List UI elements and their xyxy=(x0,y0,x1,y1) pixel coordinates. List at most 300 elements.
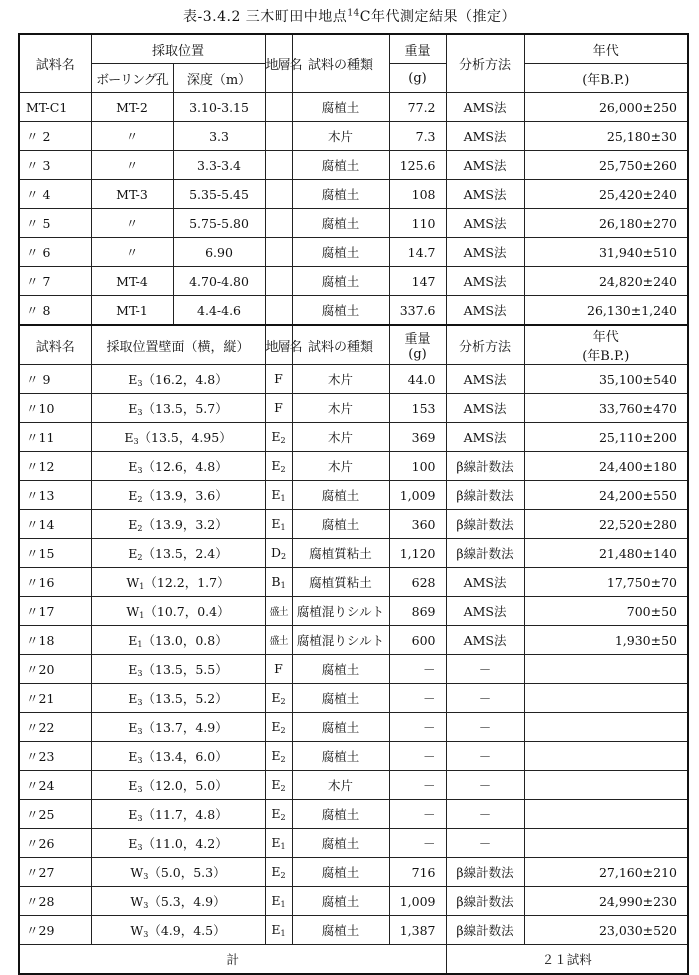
header-strata: 地層名 xyxy=(265,34,292,93)
strata-subscript: 1 xyxy=(280,900,286,909)
age-cell xyxy=(524,742,688,771)
wall-coordinates: （11.0，4.2） xyxy=(142,836,228,851)
strata-code: E xyxy=(271,806,281,821)
wall-code: E xyxy=(124,430,134,445)
table-row xyxy=(19,423,688,452)
type-cell: 木片 xyxy=(292,365,389,394)
sample-name-cell: 〃 7 xyxy=(19,267,91,296)
strata-cell xyxy=(265,887,292,916)
wall-coordinates: （13.0，0.8） xyxy=(142,633,228,648)
strata-cell xyxy=(265,296,292,326)
table-title: 表-3.4.2 三木町田中地点$^{14}$C年代測定結果（推定） xyxy=(183,8,516,25)
results-table xyxy=(18,33,689,975)
sample-name-cell: 〃15 xyxy=(19,539,91,568)
age-cell: 31,940±510 xyxy=(524,238,688,267)
wall-coordinates: （13.4，6.0） xyxy=(142,749,228,764)
type-cell: 腐植土 xyxy=(292,481,389,510)
strata-code: 盛土 xyxy=(269,636,288,647)
wall-coordinates: （13.5，5.7） xyxy=(142,401,228,416)
sample-name-cell: 〃 5 xyxy=(19,209,91,238)
strata-code: E xyxy=(271,893,281,908)
type-cell: 腐植土 xyxy=(292,267,389,296)
wall-code: E xyxy=(128,720,138,735)
wall-subscript: 1 xyxy=(139,582,145,591)
wall-location-cell xyxy=(91,655,265,684)
weight-cell: 1,009 xyxy=(389,887,446,916)
wall-subscript: 3 xyxy=(137,379,143,388)
wall-coordinates: （4.9，4.5） xyxy=(148,923,226,938)
strata-code: E xyxy=(271,487,281,502)
age-cell: 35,100±540 xyxy=(524,365,688,394)
header-type: 試料の種類 xyxy=(292,325,389,365)
method-cell: AMS法 xyxy=(446,423,524,452)
table-row xyxy=(19,481,688,510)
method-cell: － xyxy=(446,713,524,742)
sample-name-cell: 〃10 xyxy=(19,394,91,423)
total-value: ２１試料 xyxy=(446,945,688,975)
type-cell: 腐植混りシルト xyxy=(292,626,389,655)
strata-subscript: 1 xyxy=(280,842,286,851)
strata-code: F xyxy=(274,371,283,386)
method-cell: β線計数法 xyxy=(446,510,524,539)
weight-cell: 1,009 xyxy=(389,481,446,510)
age-cell xyxy=(524,713,688,742)
header-weight-label: 重量 xyxy=(404,332,431,347)
strata-cell xyxy=(265,238,292,267)
strata-cell xyxy=(265,829,292,858)
sample-name-cell: 〃20 xyxy=(19,655,91,684)
wall-code: E xyxy=(128,749,138,764)
strata-subscript: 2 xyxy=(280,784,286,793)
table-row xyxy=(19,800,688,829)
weight-cell: － xyxy=(389,771,446,800)
age-cell: 26,180±270 xyxy=(524,209,688,238)
boring-cell: MT-3 xyxy=(91,180,173,209)
wall-code: E xyxy=(128,372,138,387)
method-cell: β線計数法 xyxy=(446,481,524,510)
strata-cell xyxy=(265,568,292,597)
weight-cell: 716 xyxy=(389,858,446,887)
strata-cell xyxy=(265,122,292,151)
wall-coordinates: （12.2，1.7） xyxy=(144,575,230,590)
strata-subscript: 1 xyxy=(280,929,286,938)
weight-cell: 153 xyxy=(389,394,446,423)
strata-code: E xyxy=(271,516,281,531)
header-location-wall: 採取位置壁面（横，縦） xyxy=(91,325,265,365)
strata-cell xyxy=(265,597,292,626)
weight-cell: 7.3 xyxy=(389,122,446,151)
weight-cell: 1,387 xyxy=(389,916,446,945)
strata-cell xyxy=(265,151,292,180)
type-cell: 腐植質粘土 xyxy=(292,539,389,568)
table-row xyxy=(19,122,688,151)
age-cell: 25,180±30 xyxy=(524,122,688,151)
age-cell: 17,750±70 xyxy=(524,568,688,597)
sample-name-cell: 〃13 xyxy=(19,481,91,510)
header-type: 試料の種類 xyxy=(292,34,389,93)
wall-location-cell xyxy=(91,771,265,800)
type-cell: 腐植混りシルト xyxy=(292,597,389,626)
age-cell: 25,420±240 xyxy=(524,180,688,209)
strata-cell xyxy=(265,684,292,713)
strata-code: 盛土 xyxy=(269,607,288,618)
sample-name-cell: 〃 4 xyxy=(19,180,91,209)
strata-subscript: 2 xyxy=(280,871,286,880)
strata-code: E xyxy=(271,458,281,473)
wall-location-cell xyxy=(91,887,265,916)
sample-name-cell: 〃16 xyxy=(19,568,91,597)
type-cell: 腐植土 xyxy=(292,800,389,829)
wall-subscript: 3 xyxy=(137,466,143,475)
depth-cell: 3.3-3.4 xyxy=(173,151,265,180)
type-cell: 腐植土 xyxy=(292,829,389,858)
wall-subscript: 2 xyxy=(137,524,143,533)
header-location: 採取位置 xyxy=(91,34,265,64)
header-weight-unit: (g) xyxy=(408,347,427,362)
sample-name-cell: 〃24 xyxy=(19,771,91,800)
wall-code: E xyxy=(128,691,138,706)
method-cell: β線計数法 xyxy=(446,858,524,887)
age-cell xyxy=(524,800,688,829)
strata-cell xyxy=(265,858,292,887)
table-row xyxy=(19,597,688,626)
type-cell: 腐植土 xyxy=(292,296,389,326)
strata-cell xyxy=(265,626,292,655)
strata-subscript: 2 xyxy=(280,813,286,822)
strata-code: E xyxy=(271,719,281,734)
age-cell: 1,930±50 xyxy=(524,626,688,655)
strata-cell xyxy=(265,800,292,829)
weight-cell: － xyxy=(389,713,446,742)
type-cell: 木片 xyxy=(292,452,389,481)
age-cell xyxy=(524,829,688,858)
wall-subscript: 3 xyxy=(137,814,143,823)
table-row xyxy=(19,713,688,742)
type-cell: 腐植土 xyxy=(292,151,389,180)
wall-subscript: 3 xyxy=(137,843,143,852)
wall-coordinates: （12.0，5.0） xyxy=(142,778,228,793)
weight-cell: 628 xyxy=(389,568,446,597)
wall-coordinates: （16.2，4.8） xyxy=(142,372,228,387)
wall-code: E xyxy=(128,488,138,503)
table-row xyxy=(19,510,688,539)
age-cell: 24,820±240 xyxy=(524,267,688,296)
table-row xyxy=(19,742,688,771)
wall-subscript: 3 xyxy=(143,901,149,910)
weight-cell: 337.6 xyxy=(389,296,446,326)
type-cell: 腐植土 xyxy=(292,209,389,238)
strata-subscript: 2 xyxy=(280,697,286,706)
method-cell: － xyxy=(446,771,524,800)
wall-location-cell xyxy=(91,365,265,394)
method-cell: － xyxy=(446,742,524,771)
table-row xyxy=(19,655,688,684)
sample-name-cell: 〃17 xyxy=(19,597,91,626)
table-row xyxy=(19,365,688,394)
wall-subscript: 3 xyxy=(143,872,149,881)
method-cell: β線計数法 xyxy=(446,887,524,916)
header-age xyxy=(524,325,688,365)
age-cell: 26,130±1,240 xyxy=(524,296,688,326)
table-row xyxy=(19,626,688,655)
boring-cell: 〃 xyxy=(91,209,173,238)
age-cell: 24,990±230 xyxy=(524,887,688,916)
strata-cell xyxy=(265,481,292,510)
strata-cell xyxy=(265,267,292,296)
depth-cell: 4.4-4.6 xyxy=(173,296,265,326)
wall-code: E xyxy=(128,517,138,532)
strata-subscript: 2 xyxy=(280,755,286,764)
table-row xyxy=(19,684,688,713)
strata-cell xyxy=(265,180,292,209)
type-cell: 腐植土 xyxy=(292,713,389,742)
sample-name-cell: 〃18 xyxy=(19,626,91,655)
wall-location-cell xyxy=(91,423,265,452)
wall-location-cell xyxy=(91,713,265,742)
age-cell xyxy=(524,771,688,800)
wall-subscript: 3 xyxy=(137,698,143,707)
wall-coordinates: （5.0，5.3） xyxy=(148,865,226,880)
sample-name-cell: 〃 2 xyxy=(19,122,91,151)
wall-code: W xyxy=(126,575,140,590)
method-cell: AMS法 xyxy=(446,93,524,122)
wall-coordinates: （13.5，2.4） xyxy=(142,546,228,561)
header-boring: ボーリング孔 xyxy=(91,64,173,93)
type-cell: 腐植土 xyxy=(292,93,389,122)
wall-coordinates: （13.7，4.9） xyxy=(142,720,228,735)
method-cell: AMS法 xyxy=(446,267,524,296)
wall-location-cell xyxy=(91,510,265,539)
type-cell: 腐植土 xyxy=(292,180,389,209)
weight-cell: 869 xyxy=(389,597,446,626)
weight-cell: 1,120 xyxy=(389,539,446,568)
wall-code: E xyxy=(128,778,138,793)
boring-cell: MT-2 xyxy=(91,93,173,122)
table-row xyxy=(19,267,688,296)
strata-subscript: 2 xyxy=(280,552,287,561)
type-cell: 腐植土 xyxy=(292,887,389,916)
sample-name-cell: MT-C1 xyxy=(19,93,91,122)
method-cell: － xyxy=(446,829,524,858)
strata-cell xyxy=(265,713,292,742)
wall-subscript: 2 xyxy=(137,553,143,562)
wall-code: E xyxy=(128,401,138,416)
age-cell: 25,110±200 xyxy=(524,423,688,452)
wall-subscript: 3 xyxy=(137,669,143,678)
age-cell: 700±50 xyxy=(524,597,688,626)
age-cell: 33,760±470 xyxy=(524,394,688,423)
type-cell: 腐植土 xyxy=(292,238,389,267)
depth-cell: 6.90 xyxy=(173,238,265,267)
weight-cell: 147 xyxy=(389,267,446,296)
method-cell: AMS法 xyxy=(446,568,524,597)
wall-coordinates: （11.7，4.8） xyxy=(142,807,228,822)
weight-cell: 110 xyxy=(389,209,446,238)
wall-coordinates: （13.9，3.6） xyxy=(142,488,228,503)
method-cell: AMS法 xyxy=(446,365,524,394)
table-row xyxy=(19,771,688,800)
strata-cell xyxy=(265,655,292,684)
wall-location-cell xyxy=(91,858,265,887)
boring-cell: MT-1 xyxy=(91,296,173,326)
age-cell: 25,750±260 xyxy=(524,151,688,180)
wall-coordinates: （12.6，4.8） xyxy=(142,459,228,474)
table-row xyxy=(19,209,688,238)
sample-name-cell: 〃23 xyxy=(19,742,91,771)
header-sample-name: 試料名 xyxy=(19,325,91,365)
strata-cell xyxy=(265,209,292,238)
wall-location-cell xyxy=(91,829,265,858)
sample-name-cell: 〃 9 xyxy=(19,365,91,394)
strata-code: E xyxy=(271,922,281,937)
table-row xyxy=(19,394,688,423)
header-weight: 重量 xyxy=(389,34,446,64)
sample-name-cell: 〃25 xyxy=(19,800,91,829)
weight-cell: 108 xyxy=(389,180,446,209)
method-cell: AMS法 xyxy=(446,238,524,267)
type-cell: 腐植土 xyxy=(292,916,389,945)
wall-code: W xyxy=(130,894,144,909)
wall-location-cell xyxy=(91,539,265,568)
method-cell: AMS法 xyxy=(446,209,524,238)
table-row xyxy=(19,296,688,326)
type-cell: 木片 xyxy=(292,423,389,452)
wall-subscript: 3 xyxy=(137,785,143,794)
sample-name-cell: 〃26 xyxy=(19,829,91,858)
depth-cell: 4.70-4.80 xyxy=(173,267,265,296)
wall-code: E xyxy=(128,836,138,851)
wall-location-cell xyxy=(91,481,265,510)
strata-cell xyxy=(265,771,292,800)
header-depth: 深度（m） xyxy=(173,64,265,93)
header-age: 年代 xyxy=(524,34,688,64)
type-cell: 木片 xyxy=(292,394,389,423)
wall-location-cell xyxy=(91,597,265,626)
header-method: 分析方法 xyxy=(446,325,524,365)
method-cell: AMS法 xyxy=(446,151,524,180)
method-cell: β線計数法 xyxy=(446,539,524,568)
boring-cell: MT-4 xyxy=(91,267,173,296)
strata-code: E xyxy=(271,864,281,879)
header-row-1a xyxy=(19,34,688,64)
weight-cell: 369 xyxy=(389,423,446,452)
method-cell: AMS法 xyxy=(446,394,524,423)
wall-subscript: 3 xyxy=(137,756,143,765)
wall-location-cell xyxy=(91,568,265,597)
strata-code: D xyxy=(270,545,281,560)
wall-coordinates: （5.3，4.9） xyxy=(148,894,226,909)
method-cell: － xyxy=(446,684,524,713)
strata-cell xyxy=(265,539,292,568)
table-row xyxy=(19,858,688,887)
weight-cell: 100 xyxy=(389,452,446,481)
strata-subscript: 1 xyxy=(280,581,286,590)
table-row xyxy=(19,452,688,481)
weight-cell: 44.0 xyxy=(389,365,446,394)
wall-coordinates: （13.5，5.5） xyxy=(142,662,228,677)
method-cell: β線計数法 xyxy=(446,916,524,945)
method-cell: AMS法 xyxy=(446,296,524,326)
wall-coordinates: （13.5，5.2） xyxy=(142,691,228,706)
wall-code: E xyxy=(128,807,138,822)
type-cell: 腐植質粘土 xyxy=(292,568,389,597)
header-method: 分析方法 xyxy=(446,34,524,93)
depth-cell: 5.75-5.80 xyxy=(173,209,265,238)
strata-subscript: 2 xyxy=(280,436,286,445)
strata-code: F xyxy=(274,400,283,415)
weight-cell: － xyxy=(389,742,446,771)
header-row-2 xyxy=(19,325,688,365)
wall-code: E xyxy=(128,662,138,677)
table-row xyxy=(19,829,688,858)
wall-subscript: 3 xyxy=(133,437,139,446)
strata-cell xyxy=(265,916,292,945)
method-cell: AMS法 xyxy=(446,180,524,209)
wall-subscript: 3 xyxy=(143,930,149,939)
strata-subscript: 1 xyxy=(280,523,286,532)
method-cell: － xyxy=(446,655,524,684)
type-cell: 腐植土 xyxy=(292,742,389,771)
weight-cell: 77.2 xyxy=(389,93,446,122)
wall-coordinates: （13.5，4.95） xyxy=(138,430,232,445)
sample-name-cell: 〃 8 xyxy=(19,296,91,326)
header-strata: 地層名 xyxy=(265,325,292,365)
wall-subscript: 1 xyxy=(139,611,145,620)
strata-subscript: 2 xyxy=(280,726,286,735)
wall-code: W xyxy=(126,604,140,619)
boring-cell: 〃 xyxy=(91,122,173,151)
wall-code: W xyxy=(130,923,144,938)
wall-location-cell xyxy=(91,684,265,713)
method-cell: － xyxy=(446,800,524,829)
sample-name-cell: 〃 6 xyxy=(19,238,91,267)
sample-name-cell: 〃28 xyxy=(19,887,91,916)
table-row xyxy=(19,916,688,945)
wall-code: W xyxy=(130,865,144,880)
age-cell: 21,480±140 xyxy=(524,539,688,568)
weight-cell: － xyxy=(389,800,446,829)
age-cell xyxy=(524,655,688,684)
table-row xyxy=(19,238,688,267)
depth-cell: 5.35-5.45 xyxy=(173,180,265,209)
age-cell: 27,160±210 xyxy=(524,858,688,887)
strata-cell xyxy=(265,394,292,423)
strata-code: E xyxy=(271,835,281,850)
strata-cell xyxy=(265,452,292,481)
header-weight xyxy=(389,325,446,365)
depth-cell: 3.10-3.15 xyxy=(173,93,265,122)
wall-subscript: 1 xyxy=(137,640,143,649)
depth-cell: 3.3 xyxy=(173,122,265,151)
wall-subscript: 3 xyxy=(137,727,143,736)
method-cell: AMS法 xyxy=(446,122,524,151)
sample-name-cell: 〃21 xyxy=(19,684,91,713)
strata-code: B xyxy=(271,574,281,589)
wall-location-cell xyxy=(91,452,265,481)
age-cell: 22,520±280 xyxy=(524,510,688,539)
table-row xyxy=(19,151,688,180)
sample-name-cell: 〃29 xyxy=(19,916,91,945)
sample-name-cell: 〃27 xyxy=(19,858,91,887)
total-label: 計 xyxy=(19,945,446,975)
wall-location-cell xyxy=(91,800,265,829)
type-cell: 腐植土 xyxy=(292,655,389,684)
strata-code: E xyxy=(271,777,281,792)
type-cell: 木片 xyxy=(292,771,389,800)
wall-location-cell xyxy=(91,916,265,945)
weight-cell: － xyxy=(389,684,446,713)
table-row xyxy=(19,887,688,916)
